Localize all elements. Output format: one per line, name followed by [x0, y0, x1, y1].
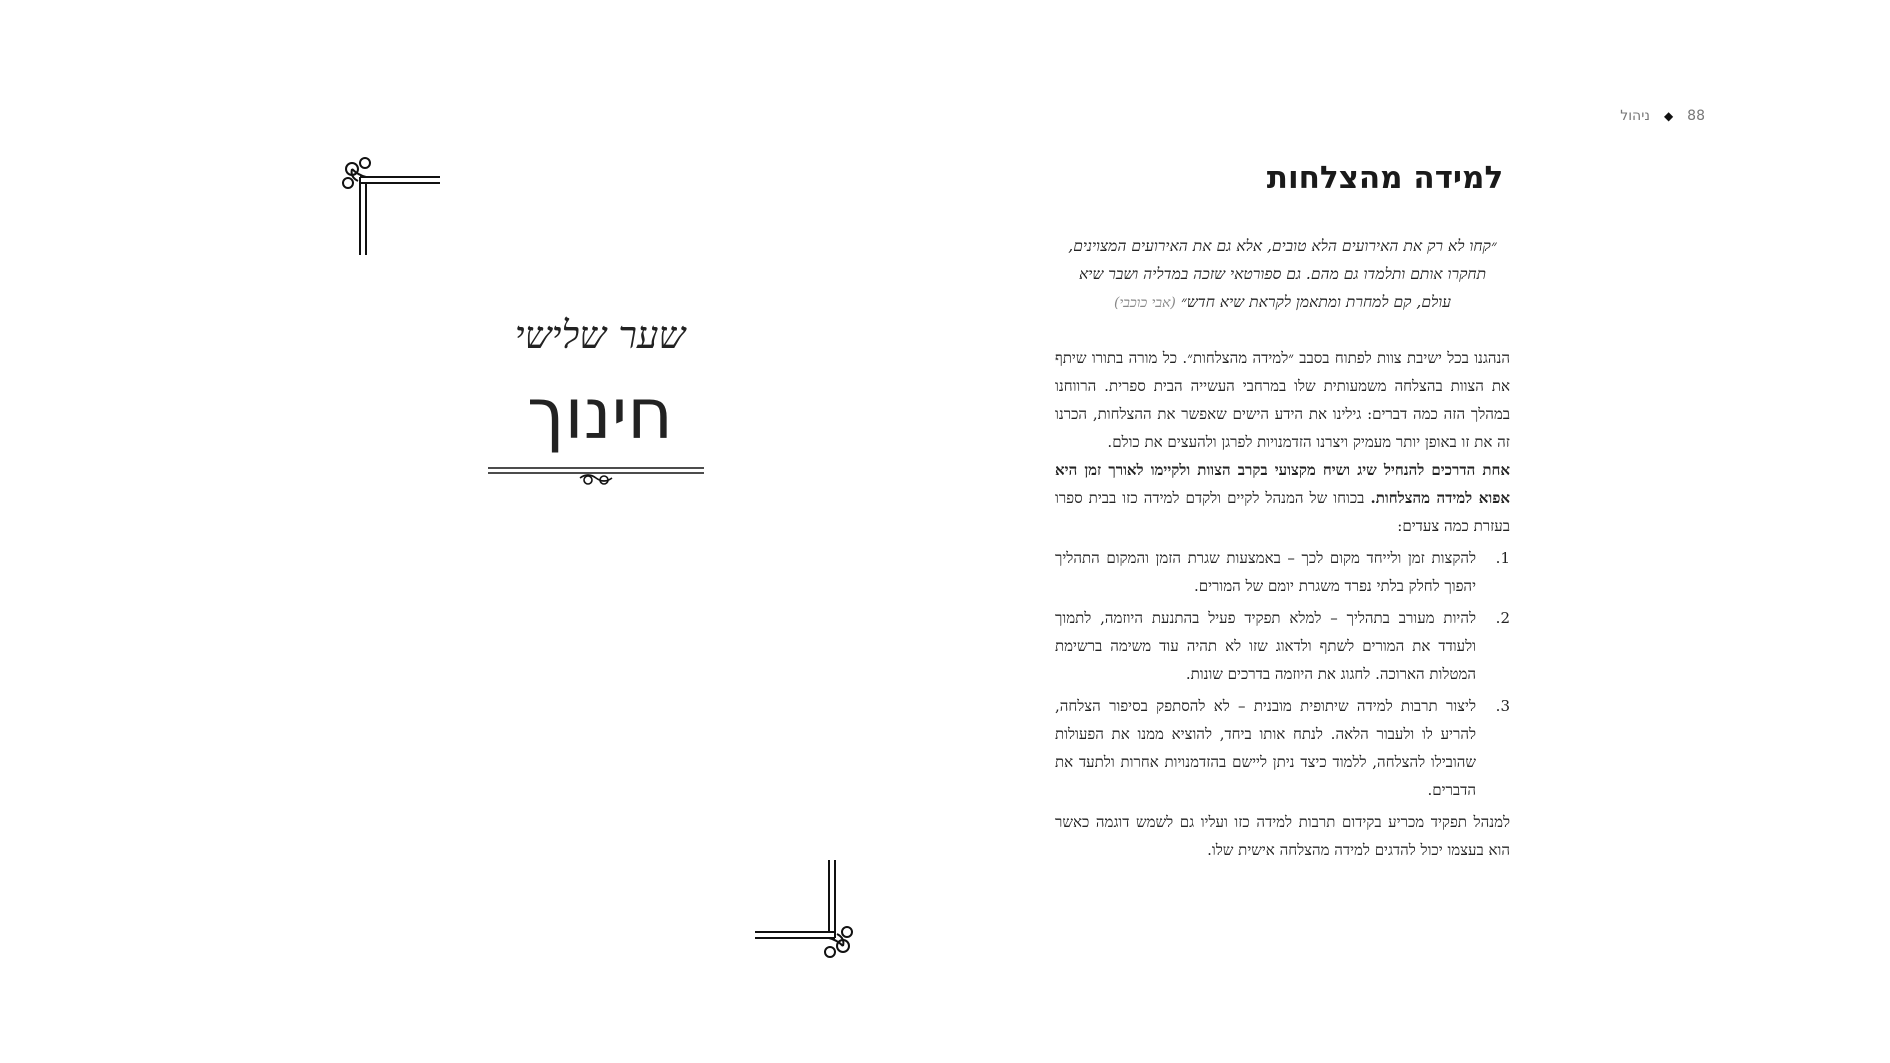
step-number: 3.	[1495, 697, 1510, 715]
step-text: להקצות זמן ולייחד מקום לכך – באמצעות שגרת הזמן והמקום התהליך יהפוך לחלק בלתי נפרד משגרת יומם של המורים.	[1055, 549, 1476, 595]
bold-paragraph	[1055, 456, 1510, 540]
page-number: 88	[1687, 108, 1705, 124]
epigraph	[1055, 232, 1510, 317]
chapter-title: למידה מהצלחות	[1266, 160, 1504, 196]
bold-sentence: אחת הדרכים להנחיל שיג ושיח מקצועי בקרב הצוות ולקיימו לאורך זמן היא אפוא למידה מהצלחות.	[1055, 461, 1510, 507]
ornamental-corner-top-left	[340, 155, 445, 260]
step-text: להיות מעורב בתהליך – למלא תפקיד פעיל בהתנעת היוזמה, לתמוך ולעודד את המורים לשתף ולדאוג שזו לא תהיה עוד משימה ברשימת המטלות הארוכה. לחגוג את היוזמה בדרכים שונות.	[1055, 609, 1476, 683]
list-item	[1055, 692, 1510, 804]
epigraph-author: (אבי כוכבי)	[1114, 295, 1176, 311]
bold-continuation: בכוחו של המנהל לקיים ולקדם למידה כזו בבית ספרו בעזרת כמה צעדים:	[1055, 489, 1510, 535]
closing-paragraph: למנהל תפקיד מכריע בקידום תרבות למידה כזו ועליו גם לשמש דוגמה כאשר הוא בעצמו יכול להדגים למידה מהצלחה אישית שלו.	[1055, 813, 1510, 859]
steps-list	[1055, 544, 1510, 804]
section-subtitle: שער שלישי	[514, 313, 686, 357]
body-text	[1055, 344, 1510, 864]
step-number: 2.	[1495, 609, 1510, 627]
diamond-separator-icon: ◆	[1663, 109, 1674, 123]
running-section-name: ניהול	[1620, 108, 1650, 124]
epigraph-text: עולם, קם למחרת ומתאמן לקראת שיא חדש״	[1180, 293, 1451, 311]
intro-paragraph: הנהגנו בכל ישיבת צוות לפתוח בסבב ״למידה מהצלחות״. כל מורה בתורו שיתף את הצוות בהצלחה משמעותית שלו במרחבי העשייה הבית ספרית. הרווחנו במהלך הזה כמה דברים: גילינו את הידע הישים שאפשר את ההצלחות, הכרנו זה את זו באופן יותר מעמיק ויצרנו הזדמנויות לפרגן ולהעצים את כולם.	[1055, 349, 1510, 451]
section-heading	[450, 305, 750, 459]
epigraph-line: ״קחו לא רק את האירועים הלא טובים, אלא גם את האירועים המצוינים,	[1068, 237, 1497, 255]
right-page	[945, 0, 1890, 1063]
epigraph-line-last	[1055, 288, 1510, 317]
ornamental-divider	[488, 464, 704, 488]
section-title: חינוך	[526, 373, 674, 455]
list-item	[1055, 544, 1510, 600]
running-header	[1465, 106, 1705, 126]
step-number: 1.	[1495, 549, 1510, 567]
ornamental-corner-bottom-right	[750, 855, 855, 960]
step-text: ליצור תרבות למידה שיתופית מובנית – לא להסתפק בסיפור הצלחה, להריע לו ולעבור הלאה. לנתח אותו ביחד, להוציא ממנו את הפעולות שהובילו להצלחה, ללמוד כיצד ניתן ליישם בהזדמנויות אחרות ולתעד את הדברים.	[1055, 697, 1476, 799]
epigraph-line: תחקרו אותם ותלמדו גם מהם. גם ספורטאי שזכה במדליה ושבר שיא	[1078, 265, 1487, 283]
list-item	[1055, 604, 1510, 688]
